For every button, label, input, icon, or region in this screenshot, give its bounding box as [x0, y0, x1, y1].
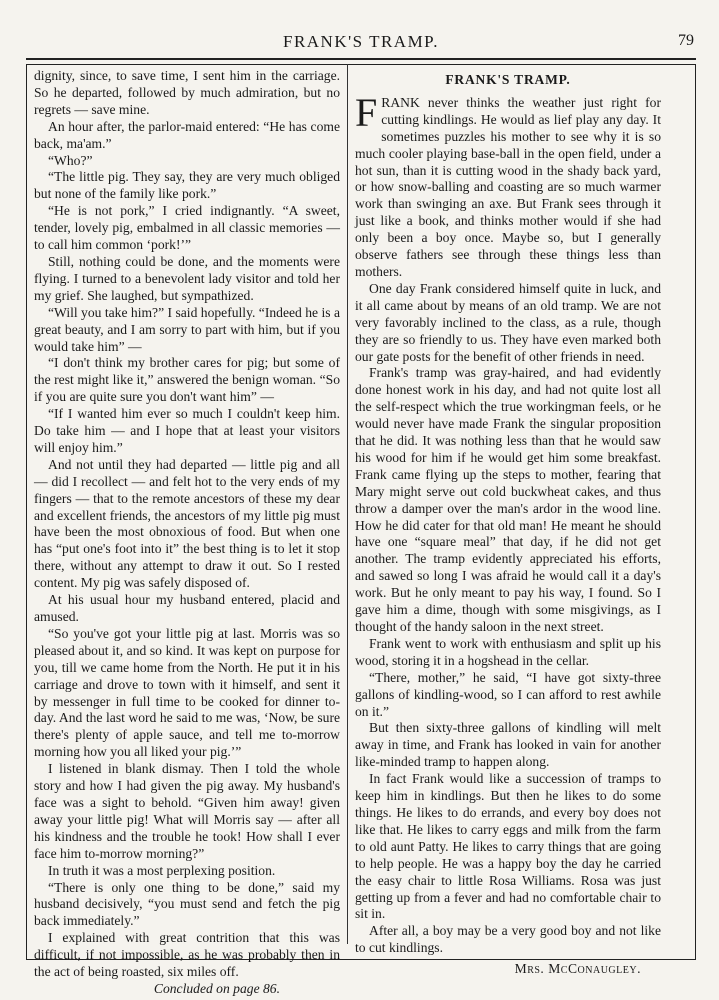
- left-column: [34, 68, 340, 998]
- paragraph: And not until they had departed — little pig and all — did I recollect — and felt hot to the very ends of my fingers — that to the remote ancestors of these my dear and excellent friends, the ancestors of my little pig must have been the most obnoxious of food. But when one has “put one's foot into it” the best thing is to let it stop there, without any attempt to draw it out. So I rested content. My pig was safely disposed of.: [34, 456, 340, 591]
- paragraph: “He is not pork,” I cried indignantly. “A sweet, tender, lovely pig, embalmed in all classic memories — to call him common ‘pork!’”: [34, 203, 340, 253]
- paragraph: “So you've got your little pig at last. Morris was so pleased about it, and so kind. It was kept on purpose for you, till we came home from the North. He put it in his carriage and drove to town with it himself, and sent it by messenger in full time to be cooked for dinner to-day. And the last word he said to me was, ‘Now, be sure there's plenty of apple sauce, and tell me to-morrow morning how you all liked your pig.’”: [34, 625, 340, 760]
- opening-paragraph-text: RANK never thinks the weather just right for cutting kindlings. He would as lief play any day. It sometimes puzzles his mother to see why it is so much cooler playing base-ball in the open field, under a hot sun, than it is cutting wood in the shady back yard, or how snow-balling and coasting are so much warmer work than swinging an axe. But Frank sees through it just like a book, and thinks mother would if she had only been a boy once. Maybe so, but I generally observe fathers see through these things less than mothers.: [355, 94, 661, 279]
- running-header: [26, 30, 696, 60]
- author-signature: Mrs. McConaugley.: [514, 961, 641, 977]
- opening-paragraph: [355, 89, 661, 281]
- running-title: FRANK'S TRAMP.: [282, 32, 440, 51]
- article-title: FRANK'S TRAMP.: [445, 72, 571, 87]
- paragraph: In truth it was a most perplexing position.: [48, 862, 276, 878]
- paragraph: “I don't think my brother cares for pig; but some of the rest might like it,” answered the benign woman. “So if you are quite sure you don't want him” —: [34, 355, 340, 405]
- paragraph: “There, mother,” he said, “I have got sixty-three gallons of kindling-wood, so I can afford to rest awhile on it.”: [355, 669, 661, 719]
- paragraph: Frank went to work with enthusiasm and split up his wood, storing it in a hogshead in the cellar.: [355, 635, 661, 668]
- drop-cap: F: [355, 89, 378, 135]
- paragraph: But then sixty-three gallons of kindling will melt away in time, and Frank has looked in vain for another like-minded tramp to happen along.: [355, 720, 661, 770]
- right-column: [355, 68, 661, 978]
- column-divider: [347, 64, 348, 944]
- paragraph: I listened in blank dismay. Then I told the whole story and how I had given the pig away. My husband's face was a sight to behold. “Given him away! given away your little pig! What will Morris say — after all his kindness and the trouble he took! How shall I ever face him to-morrow morning?”: [34, 761, 340, 861]
- paragraph: An hour after, the parlor-maid entered: “He has come back, ma'am.”: [34, 118, 340, 151]
- paragraph: dignity, since, to save time, I sent him in the carriage. So he departed, followed by much admiration, but no regrets — save mine.: [34, 68, 340, 117]
- paragraph: “There is only one thing to be done,” said my husband decisively, “you must send and fetch the pig back immediately.”: [34, 879, 340, 929]
- paragraph: “If I wanted him ever so much I couldn't keep him. Do take him — and I hope that at least your visitors will enjoy him.”: [34, 406, 340, 455]
- paragraph: Still, nothing could be done, and the moments were flying. I turned to a benevolent lady visitor and told her my grief. She laughed, but sympathized.: [34, 253, 340, 303]
- page-number: 79: [678, 32, 694, 49]
- concluded-note: Concluded on page 86.: [153, 980, 280, 996]
- paragraph: “The little pig. They say, they are very much obliged but none of the family like pork.”: [34, 169, 340, 202]
- paragraph: I explained with great contrition that this was difficult, if not impossible, as he was probably then in the act of being roasted, six miles off.: [34, 930, 340, 980]
- paragraph: In fact Frank would like a succession of tramps to keep him in kindlings. But then he likes to do some things. He likes to do errands, and every boy does not like that. He likes to carry eggs and milk from the farm to old aunt Patty. He likes to carry things that are going to help people. He was a happy boy the day he carried the easy chair to little Rosa Williams. Rosa was just getting up from a fever and had no comfortable chair to sit in.: [355, 771, 661, 922]
- paragraph: One day Frank considered himself quite in luck, and it all came about by means of an old tramp. We are not very favorably inclined to the class, as a rule, though they are so friendly to us. They have even marked both our gate posts for the benefit of other friends in need.: [355, 280, 661, 364]
- paragraph: After all, a boy may be a very good boy and not like to cut kindlings.: [355, 923, 661, 956]
- paragraph: “Who?”: [48, 152, 93, 168]
- paragraph: Frank's tramp was gray-haired, and had evidently done honest work in his day, and had not quite lost all the self-respect which the true workingman feels, or he would never have made Frank the singular proposition that he did. It was nothing less than that he would saw his wood for him if he would get him some breakfast. Frank came flying up the steps to mother, fearing that Mary might serve out cold buckwheat cakes, and thus throw a damper over the man's ardor in the wood line. How he did cater for that old man! He meant he should have one “square meal” that day, if he did not get another. The tramp evidently appreciated his efforts, and sawed so long I was afraid he would call it a day's work. But he only meant to pay his way, I found. So I gave him a dime, though with some misgivings, as I thought of the handy saloon in the next street.: [355, 365, 661, 634]
- paragraph: “Will you take him?” I said hopefully. “Indeed he is a great beauty, and I am sorry to part with him, but if you would take him” —: [34, 304, 340, 354]
- paragraph: At his usual hour my husband entered, placid and amused.: [34, 592, 340, 624]
